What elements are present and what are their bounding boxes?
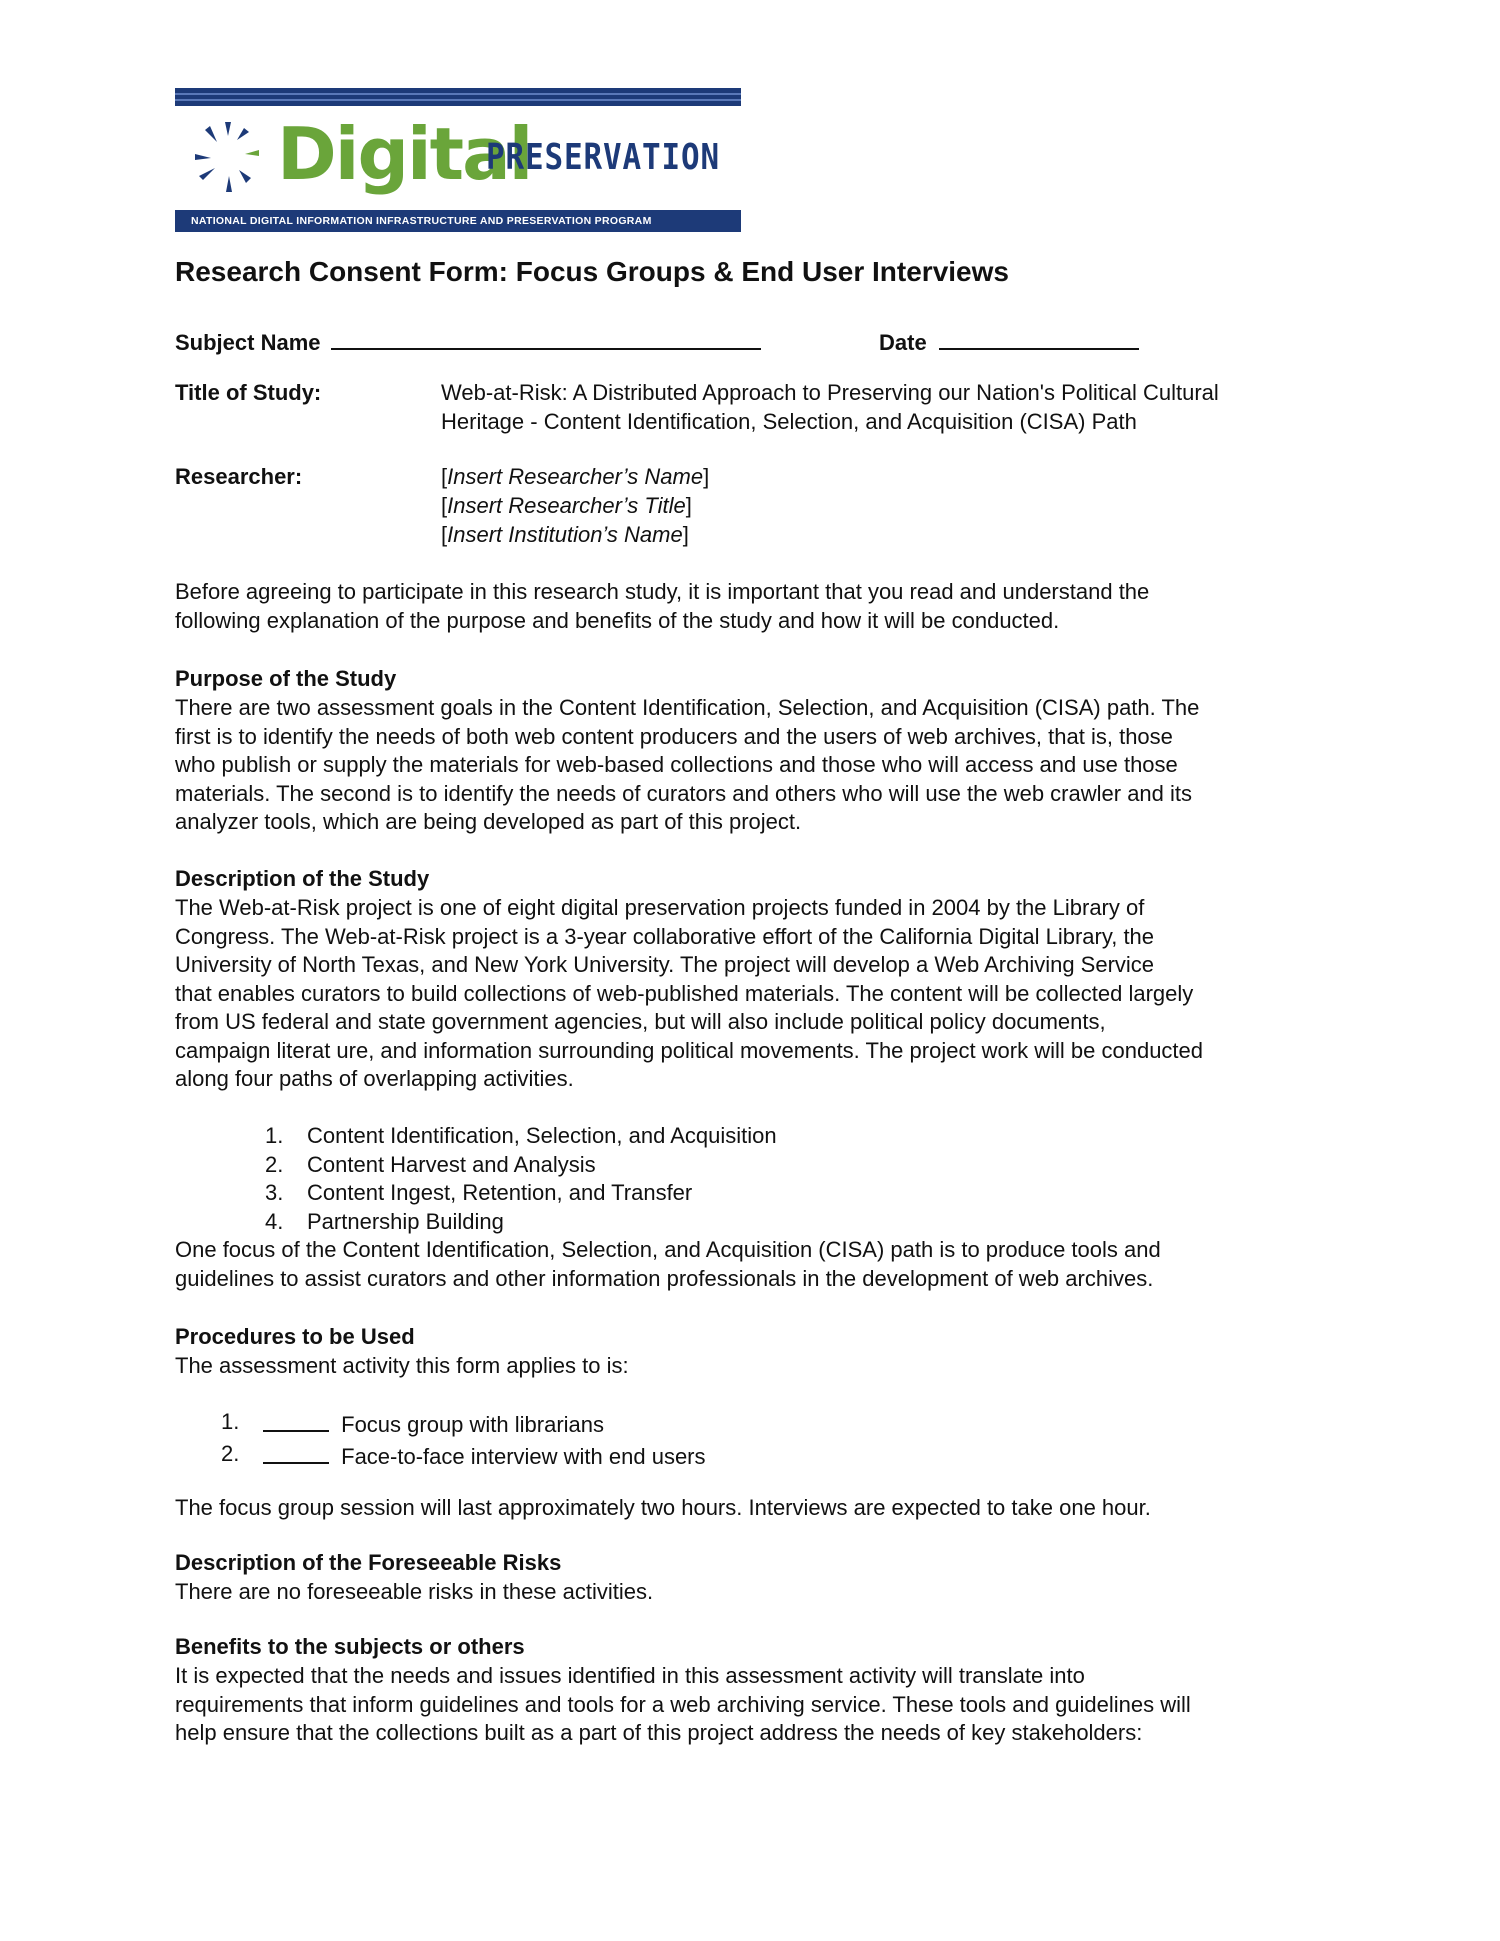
intro-paragraph: Before agreeing to participate in this research study, it is important that you read and understand the following explanation of the purpose and benefits of the study and how it will be conducted. (175, 579, 1150, 633)
date-label: Date (879, 330, 927, 355)
procedure-checkbox-blank[interactable] (263, 1408, 329, 1432)
digital-preservation-logo (175, 88, 741, 234)
subject-name-field[interactable] (175, 328, 761, 356)
list-item[interactable]: 1. Focus group with librarians (221, 1409, 605, 1437)
researcher-title: Insert Researcher’s Title (447, 493, 686, 518)
researcher-institution: Insert Institution’s Name (447, 522, 683, 547)
list-item: 1. Content Identification, Selection, and Acquisition (265, 1123, 777, 1148)
starburst-icon (189, 118, 267, 196)
date-field[interactable] (879, 328, 1139, 356)
logo-word-preservation: PRESERVATION (486, 137, 721, 178)
researcher-label: Researcher: (175, 464, 303, 489)
researcher-value: [Insert Researcher’s Name] [Insert Researcher’s Title] [Insert Institution’s Name] (441, 464, 710, 547)
list-item: 4. Partnership Building (265, 1208, 504, 1234)
description-paragraph: The Web-at-Risk project is one of eight digital preservation projects funded in 2004 by the Library of Congress. The Web-at-Risk project is a 3-year collaborative effort of the California Digital Library, the University of North Texas, and New York University. The project will develop a Web Archiving Service that enables curators to build collections of web-published materials. The content will be collected largely from US federal and state government agencies, but will also include political policy documents, campaign literat ure, and information surrounding political movements. The project work will be conducted along four paths of overlapping activities. (175, 895, 1204, 1091)
purpose-paragraph: There are two assessment goals in the Content Identification, Selection, and Acquisition (CISA) path. The first is to identify the needs of both web content producers and the users of web archives, that is, those who publish or supply the materials for web-based collections and those who will access and use those materials. The second is to identify the needs of curators and others who will use the web crawler and its analyzer tools, which are being developed as part of this project. (175, 695, 1200, 834)
study-title-value: Web-at-Risk: A Distributed Approach to Preserving our Nation's Political Cultural Heritage - Content Identification, Selection, and Acquisition (CISA) Path (441, 380, 1219, 434)
procedures-heading: Procedures to be Used (175, 1324, 415, 1349)
study-title-label: Title of Study: (175, 380, 322, 405)
logo-top-bar (175, 88, 741, 106)
benefits-heading: Benefits to the subjects or others (175, 1634, 525, 1659)
list-item: 2. Content Harvest and Analysis (265, 1151, 596, 1177)
list-item: 3. Content Ingest, Retention, and Transfer (265, 1180, 693, 1205)
subject-name-label: Subject Name (175, 330, 321, 355)
description-heading: Description of the Study (175, 866, 430, 891)
risks-paragraph: There are no foreseeable risks in these activities. (175, 1579, 654, 1604)
purpose-heading: Purpose of the Study (175, 666, 397, 691)
procedures-list (221, 1408, 706, 1471)
researcher-name: Insert Researcher’s Name (447, 464, 704, 489)
procedure-checkbox-blank[interactable] (263, 1440, 329, 1464)
benefits-paragraph: It is expected that the needs and issues identified in this assessment activity will translate into requirements that inform guidelines and tools for a web archiving service. These tools and guidelines will help ensure that the collections built as a part of this project address the needs of key stakeholders: (175, 1663, 1191, 1745)
logo-word-digital: Digital (277, 112, 532, 196)
procedures-intro: The assessment activity this form applies to is: (175, 1353, 629, 1378)
logo-tagline: NATIONAL DIGITAL INFORMATION INFRASTRUCTURE AND PRESERVATION PROGRAM (175, 210, 741, 232)
list-item[interactable]: 2. Face-to-face interview with end users (221, 1440, 706, 1469)
date-blank[interactable] (939, 328, 1139, 350)
risks-heading: Description of the Foreseeable Risks (175, 1550, 562, 1575)
focus-paragraph: One focus of the Content Identification, Selection, and Acquisition (CISA) path is to produce tools and guidelines to assist curators and other information professionals in the development of web archives. (175, 1237, 1161, 1291)
document-page (175, 88, 1325, 1745)
form-title: Research Consent Form: Focus Groups & End User Interviews (175, 256, 1009, 287)
duration-paragraph: The focus group session will last approximately two hours. Interviews are expected to take one hour. (175, 1495, 1151, 1520)
paths-list (265, 1122, 777, 1236)
subject-name-blank[interactable] (331, 328, 761, 350)
